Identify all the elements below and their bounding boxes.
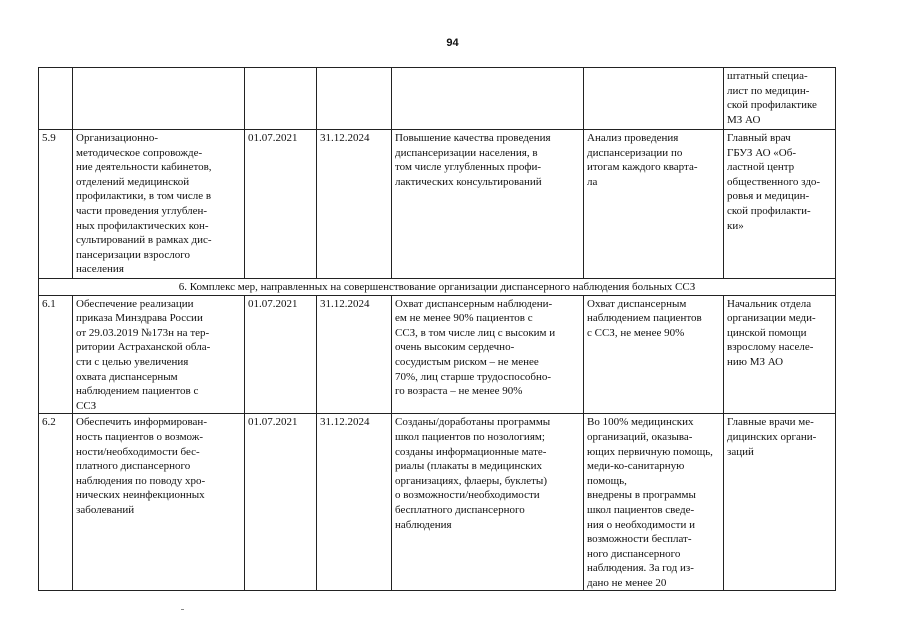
start-date-cell: 01.07.2021	[245, 414, 317, 591]
section-title: 6. Комплекс мер, направленных на совершенствование организации диспансерного наблюдения больных ССЗ	[39, 279, 836, 296]
start-date-cell	[245, 68, 317, 130]
result-cell: Повышение качества проведения диспансеризации населения, в том числе углубленных профи- лактических консультирований	[392, 130, 584, 279]
end-date-cell: 31.12.2024	[317, 295, 392, 414]
indicator-cell	[584, 68, 724, 130]
measures-table	[38, 67, 836, 591]
scan-speck	[181, 609, 184, 610]
page-number: 94	[446, 37, 459, 49]
responsible-cell: Главные врачи ме- дицинских органи- заций	[724, 414, 836, 591]
indicator-cell: Охват диспансерным наблюдением пациентов с ССЗ, не менее 90%	[584, 295, 724, 414]
end-date-cell: 31.12.2024	[317, 130, 392, 279]
row-number: 6.1	[39, 295, 73, 414]
row-number	[39, 68, 73, 130]
start-date-cell: 01.07.2021	[245, 295, 317, 414]
row-number: 6.2	[39, 414, 73, 591]
start-date-cell: 01.07.2021	[245, 130, 317, 279]
measure-cell: Обеспечение реализации приказа Минздрава России от 29.03.2019 №173н на тер- ритории Астраханской обла- сти с целью увеличения охвата диспансерным наблюдением пациентов с ССЗ	[73, 295, 245, 414]
indicator-cell: Во 100% медицинских организаций, оказыва- ющих первичную помощь, меди-ко-санитарную помощь, внедрены в программы школ пациентов сведе- ния о необходимости и возможности бесплат- ного диспансерного наблюдения. За год из- дано не менее 20	[584, 414, 724, 591]
measure-cell	[73, 68, 245, 130]
measure-cell: Обеспечить информирован- ность пациентов о возмож- ности/необходимости бес- платного диспансерного наблюдения по поводу хро- нических неинфекционных заболеваний	[73, 414, 245, 591]
end-date-cell: 31.12.2024	[317, 414, 392, 591]
result-cell: Охват диспансерным наблюдени- ем не менее 90% пациентов с ССЗ, в том числе лиц с высоким и очень высоким сердечно- сосудистым риском – не менее 70%, лиц старше трудоспособно- го возраста – не менее 90%	[392, 295, 584, 414]
result-cell: Созданы/доработаны программы школ пациентов по нозологиям; созданы информационные мате- риалы (плакаты в медицинских организациях, флаеры, буклеты) о возможности/необходимости бесплатного диспансерного наблюдения	[392, 414, 584, 591]
end-date-cell	[317, 68, 392, 130]
measure-cell: Организационно- методическое сопровожде- ние деятельности кабинетов, отделений медицинской профилактики, в том числе в части проведения углублен- ных профилактических кон- сультирований в рамках дис- пансеризации взрослого населения	[73, 130, 245, 279]
section-header-row	[39, 279, 836, 296]
table-row	[39, 295, 836, 414]
result-cell	[392, 68, 584, 130]
table-row	[39, 68, 836, 130]
row-number: 5.9	[39, 130, 73, 279]
responsible-cell: Главный врач ГБУЗ АО «Об- ластной центр общественного здо- ровья и медицин- ской профилакти- ки»	[724, 130, 836, 279]
indicator-cell: Анализ проведения диспансеризации по итогам каждого кварта- ла	[584, 130, 724, 279]
responsible-cell: штатный специа- лист по медицин- ской профилактике МЗ АО	[724, 68, 836, 130]
table-row	[39, 130, 836, 279]
table-row	[39, 414, 836, 591]
responsible-cell: Начальник отдела организации меди- цинской помощи взрослому населе- нию МЗ АО	[724, 295, 836, 414]
